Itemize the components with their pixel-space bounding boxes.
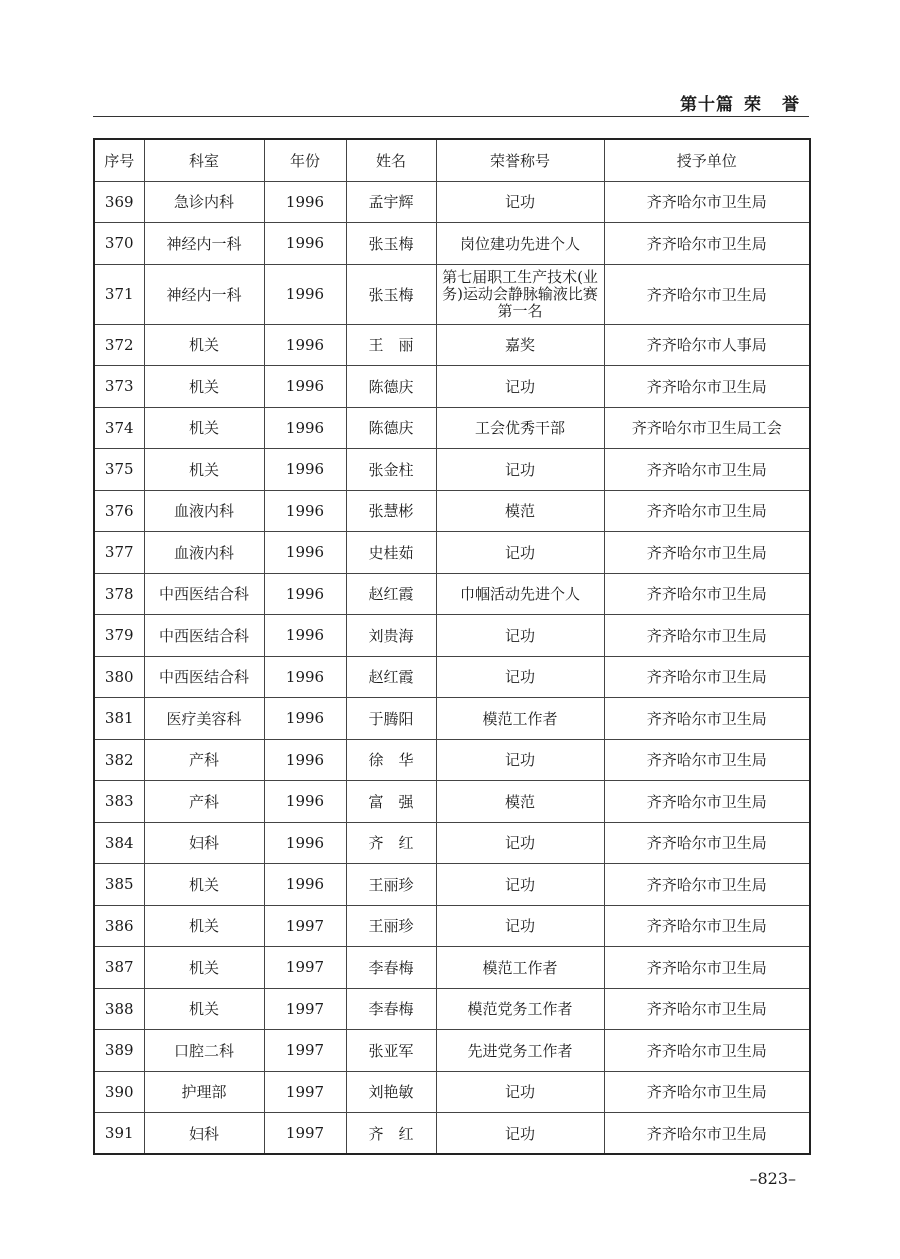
person-name: 王丽珍 (346, 864, 436, 906)
column-header: 科室 (144, 139, 264, 181)
running-head-title-b: 誉 (782, 95, 800, 115)
honor-title: 记功 (436, 864, 604, 906)
awarding-unit: 齐齐哈尔市卫生局 (604, 181, 810, 223)
department: 妇科 (144, 1113, 264, 1155)
person-name: 齐 红 (346, 1113, 436, 1155)
year: 1996 (264, 366, 346, 408)
column-header: 授予单位 (604, 139, 810, 181)
honor-title: 模范 (436, 490, 604, 532)
honor-title: 模范工作者 (436, 947, 604, 989)
year: 1997 (264, 947, 346, 989)
person-name: 孟宇辉 (346, 181, 436, 223)
header-rule (93, 116, 809, 117)
department: 机关 (144, 864, 264, 906)
honors-table (93, 138, 811, 1155)
department: 护理部 (144, 1071, 264, 1113)
honor-title: 岗位建功先进个人 (436, 223, 604, 265)
person-name: 于腾阳 (346, 698, 436, 740)
table-row (94, 407, 810, 449)
row-number: 387 (94, 947, 144, 989)
person-name: 徐 华 (346, 739, 436, 781)
year: 1996 (264, 532, 346, 574)
honor-title: 记功 (436, 1113, 604, 1155)
awarding-unit: 齐齐哈尔市卫生局 (604, 615, 810, 657)
table-row (94, 947, 810, 989)
year: 1996 (264, 656, 346, 698)
department: 口腔二科 (144, 1030, 264, 1072)
awarding-unit: 齐齐哈尔市卫生局 (604, 449, 810, 491)
awarding-unit: 齐齐哈尔市卫生局 (604, 781, 810, 823)
table-row (94, 223, 810, 265)
year: 1997 (264, 1113, 346, 1155)
year: 1996 (264, 223, 346, 265)
table-row (94, 490, 810, 532)
year: 1997 (264, 1071, 346, 1113)
year: 1996 (264, 573, 346, 615)
table-row (94, 822, 810, 864)
column-header: 姓名 (346, 139, 436, 181)
awarding-unit: 齐齐哈尔市卫生局 (604, 264, 810, 324)
honor-title: 记功 (436, 1071, 604, 1113)
year: 1996 (264, 822, 346, 864)
year: 1996 (264, 698, 346, 740)
awarding-unit: 齐齐哈尔市卫生局 (604, 1113, 810, 1155)
honor-title: 记功 (436, 656, 604, 698)
department: 神经内一科 (144, 264, 264, 324)
table-row (94, 781, 810, 823)
table-row (94, 366, 810, 408)
person-name: 李春梅 (346, 988, 436, 1030)
table-row (94, 698, 810, 740)
row-number: 381 (94, 698, 144, 740)
page-number: –823– (749, 1169, 796, 1188)
column-header: 年份 (264, 139, 346, 181)
department: 中西医结合科 (144, 615, 264, 657)
department: 产科 (144, 739, 264, 781)
year: 1996 (264, 407, 346, 449)
person-name: 李春梅 (346, 947, 436, 989)
person-name: 齐 红 (346, 822, 436, 864)
honor-title: 巾帼活动先进个人 (436, 573, 604, 615)
table-row (94, 656, 810, 698)
awarding-unit: 齐齐哈尔市卫生局 (604, 532, 810, 574)
honor-title: 工会优秀干部 (436, 407, 604, 449)
table-header-row (94, 139, 810, 181)
year: 1996 (264, 181, 346, 223)
table-row (94, 739, 810, 781)
awarding-unit: 齐齐哈尔市人事局 (604, 324, 810, 366)
awarding-unit: 齐齐哈尔市卫生局 (604, 1071, 810, 1113)
year: 1996 (264, 864, 346, 906)
honor-title: 记功 (436, 181, 604, 223)
awarding-unit: 齐齐哈尔市卫生局 (604, 656, 810, 698)
year: 1996 (264, 739, 346, 781)
row-number: 369 (94, 181, 144, 223)
awarding-unit: 齐齐哈尔市卫生局工会 (604, 407, 810, 449)
row-number: 379 (94, 615, 144, 657)
awarding-unit: 齐齐哈尔市卫生局 (604, 366, 810, 408)
awarding-unit: 齐齐哈尔市卫生局 (604, 947, 810, 989)
table-row (94, 181, 810, 223)
table-row (94, 532, 810, 574)
person-name: 赵红霞 (346, 656, 436, 698)
department: 机关 (144, 947, 264, 989)
honor-title: 记功 (436, 449, 604, 491)
honor-title: 记功 (436, 739, 604, 781)
table-row (94, 1030, 810, 1072)
row-number: 382 (94, 739, 144, 781)
row-number: 390 (94, 1071, 144, 1113)
honor-title: 模范 (436, 781, 604, 823)
row-number: 391 (94, 1113, 144, 1155)
person-name: 王丽珍 (346, 905, 436, 947)
running-head-part: 第十篇 (680, 95, 734, 115)
row-number: 374 (94, 407, 144, 449)
awarding-unit: 齐齐哈尔市卫生局 (604, 698, 810, 740)
row-number: 375 (94, 449, 144, 491)
person-name: 赵红霞 (346, 573, 436, 615)
table-row (94, 264, 810, 324)
person-name: 刘艳敏 (346, 1071, 436, 1113)
department: 产科 (144, 781, 264, 823)
year: 1997 (264, 905, 346, 947)
column-header: 荣誉称号 (436, 139, 604, 181)
row-number: 389 (94, 1030, 144, 1072)
department: 机关 (144, 988, 264, 1030)
department: 中西医结合科 (144, 573, 264, 615)
department: 医疗美容科 (144, 698, 264, 740)
row-number: 388 (94, 988, 144, 1030)
honor-title: 嘉奖 (436, 324, 604, 366)
page-number-value: 823 (757, 1169, 788, 1188)
department: 机关 (144, 324, 264, 366)
awarding-unit: 齐齐哈尔市卫生局 (604, 988, 810, 1030)
row-number: 383 (94, 781, 144, 823)
person-name: 王 丽 (346, 324, 436, 366)
honor-title: 记功 (436, 615, 604, 657)
table-row (94, 573, 810, 615)
year: 1997 (264, 1030, 346, 1072)
person-name: 张慧彬 (346, 490, 436, 532)
table-row (94, 1113, 810, 1155)
awarding-unit: 齐齐哈尔市卫生局 (604, 1030, 810, 1072)
year: 1996 (264, 324, 346, 366)
department: 神经内一科 (144, 223, 264, 265)
awarding-unit: 齐齐哈尔市卫生局 (604, 905, 810, 947)
year: 1996 (264, 781, 346, 823)
row-number: 376 (94, 490, 144, 532)
person-name: 张玉梅 (346, 223, 436, 265)
honor-title: 模范党务工作者 (436, 988, 604, 1030)
person-name: 张金柱 (346, 449, 436, 491)
awarding-unit: 齐齐哈尔市卫生局 (604, 490, 810, 532)
department: 妇科 (144, 822, 264, 864)
person-name: 史桂茹 (346, 532, 436, 574)
table-row (94, 449, 810, 491)
table-row (94, 615, 810, 657)
year: 1996 (264, 615, 346, 657)
department: 中西医结合科 (144, 656, 264, 698)
row-number: 385 (94, 864, 144, 906)
honor-title: 记功 (436, 905, 604, 947)
awarding-unit: 齐齐哈尔市卫生局 (604, 223, 810, 265)
person-name: 陈德庆 (346, 407, 436, 449)
year: 1996 (264, 449, 346, 491)
awarding-unit: 齐齐哈尔市卫生局 (604, 739, 810, 781)
row-number: 384 (94, 822, 144, 864)
person-name: 富 强 (346, 781, 436, 823)
awarding-unit: 齐齐哈尔市卫生局 (604, 822, 810, 864)
awarding-unit: 齐齐哈尔市卫生局 (604, 864, 810, 906)
row-number: 378 (94, 573, 144, 615)
department: 机关 (144, 407, 264, 449)
awarding-unit: 齐齐哈尔市卫生局 (604, 573, 810, 615)
table-row (94, 864, 810, 906)
department: 机关 (144, 449, 264, 491)
department: 机关 (144, 905, 264, 947)
department: 机关 (144, 366, 264, 408)
honor-title: 先进党务工作者 (436, 1030, 604, 1072)
year: 1997 (264, 988, 346, 1030)
person-name: 张亚军 (346, 1030, 436, 1072)
running-head (680, 90, 800, 115)
running-head-title-a: 荣 (744, 95, 762, 115)
department: 血液内科 (144, 532, 264, 574)
department: 血液内科 (144, 490, 264, 532)
honor-title: 记功 (436, 532, 604, 574)
year: 1996 (264, 490, 346, 532)
person-name: 陈德庆 (346, 366, 436, 408)
row-number: 370 (94, 223, 144, 265)
department: 急诊内科 (144, 181, 264, 223)
table-row (94, 1071, 810, 1113)
row-number: 371 (94, 264, 144, 324)
person-name: 张玉梅 (346, 264, 436, 324)
column-header: 序号 (94, 139, 144, 181)
year: 1996 (264, 264, 346, 324)
row-number: 377 (94, 532, 144, 574)
honor-title: 记功 (436, 822, 604, 864)
honor-title: 记功 (436, 366, 604, 408)
table-row (94, 324, 810, 366)
honor-title: 模范工作者 (436, 698, 604, 740)
row-number: 372 (94, 324, 144, 366)
row-number: 373 (94, 366, 144, 408)
row-number: 380 (94, 656, 144, 698)
honor-title: 第七届职工生产技术(业务)运动会静脉输液比赛第一名 (436, 264, 604, 324)
table-row (94, 988, 810, 1030)
row-number: 386 (94, 905, 144, 947)
person-name: 刘贵海 (346, 615, 436, 657)
table-row (94, 905, 810, 947)
